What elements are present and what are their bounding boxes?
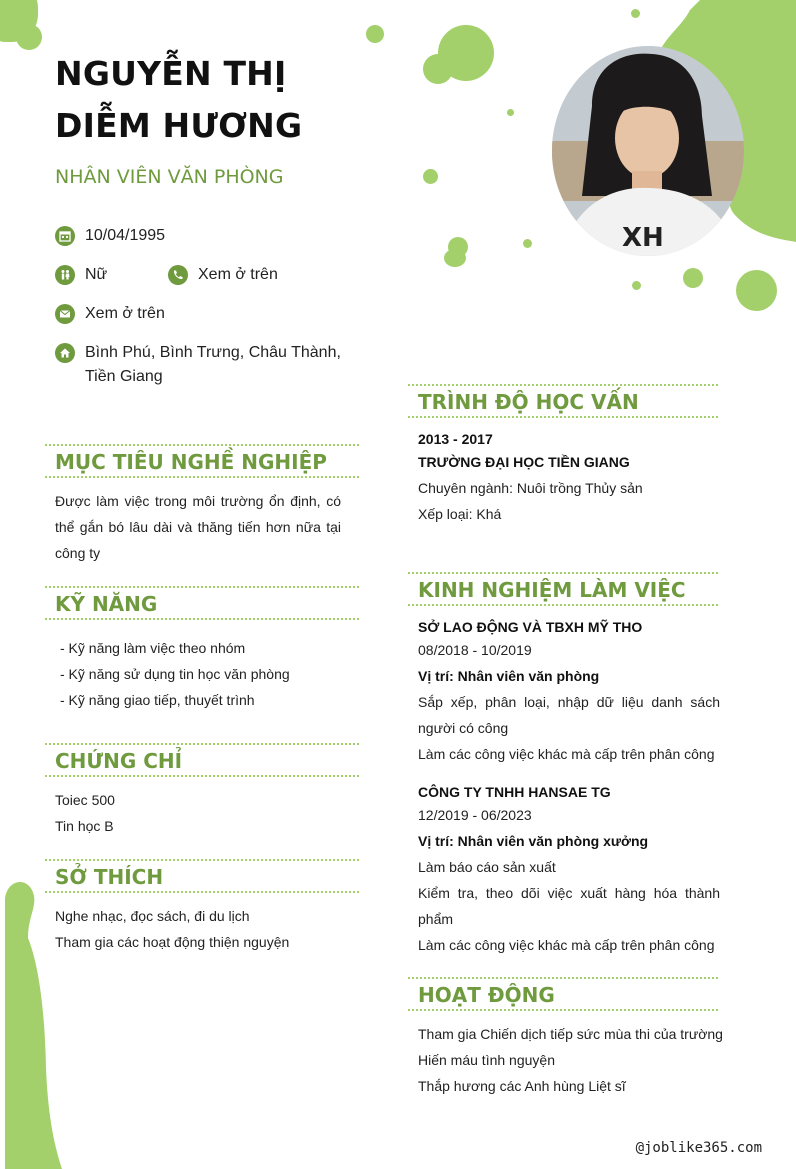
section-title: SỞ THÍCH — [55, 865, 164, 889]
phone-text: Xem ở trên — [198, 266, 278, 283]
decor-dot — [423, 169, 438, 184]
section-skills-header — [45, 586, 359, 620]
profile-photo — [552, 46, 744, 256]
watermark-text: @joblike365.com — [635, 1140, 762, 1156]
contact-phone — [168, 265, 278, 287]
decor-dot — [507, 109, 514, 116]
phone-icon — [168, 265, 188, 285]
hobbies-list — [55, 903, 355, 955]
contact-birthday — [55, 226, 165, 248]
education-major: Chuyên ngành: Nuôi trồng Thủy sản — [418, 480, 643, 496]
gender-text: Nữ — [85, 266, 108, 283]
section-activities-header — [408, 977, 718, 1011]
gender-icon — [55, 265, 75, 285]
list-item: Tin học B — [55, 818, 114, 834]
email-text: Xem ở trên — [85, 305, 165, 322]
experience-job-1 — [418, 614, 720, 767]
section-title: MỤC TIÊU NGHỀ NGHIỆP — [55, 450, 327, 474]
list-item: Thắp hương các Anh hùng Liệt sĩ — [418, 1078, 626, 1094]
activities-list — [418, 1021, 728, 1099]
section-title: TRÌNH ĐỘ HỌC VẤN — [418, 390, 639, 414]
job-position: Vị trí: Nhân viên văn phòng xưởng — [418, 833, 649, 849]
list-item: Nghe nhạc, đọc sách, đi du lịch — [55, 908, 250, 924]
job-duty: Kiểm tra, theo dõi việc xuất hàng hóa thành phẩm — [418, 885, 720, 927]
section-hobbies-header — [45, 859, 359, 893]
calendar-icon — [55, 226, 75, 246]
svg-text:XH: XH — [622, 223, 664, 253]
job-duty: Làm các công việc khác mà cấp trên phân công — [418, 937, 715, 953]
contact-gender — [55, 265, 107, 287]
job-period: 12/2019 - 06/2023 — [418, 807, 532, 823]
address-text: Bình Phú, Bình Trưng, Châu Thành, Tiền Giang — [85, 344, 341, 385]
job-period: 08/2018 - 10/2019 — [418, 642, 532, 658]
home-icon — [55, 343, 75, 363]
section-title: HOẠT ĐỘNG — [418, 983, 555, 1007]
decor-dot — [16, 24, 42, 50]
list-item: Tham gia các hoạt động thiện nguyện — [55, 934, 290, 950]
section-title: KỸ NĂNG — [55, 592, 158, 616]
decor-dot — [632, 281, 641, 290]
job-duty: Sắp xếp, phân loại, nhập dữ liệu danh sách người có công — [418, 694, 720, 736]
job-title: NHÂN VIÊN VĂN PHÒNG — [55, 166, 284, 188]
section-title: CHỨNG CHỈ — [55, 749, 183, 773]
list-item: - Kỹ năng làm việc theo nhóm — [60, 640, 246, 656]
job-duty: Làm các công việc khác mà cấp trên phân công — [418, 746, 715, 762]
list-item: Hiến máu tình nguyện — [418, 1052, 555, 1068]
skills-list — [60, 635, 350, 713]
mail-icon — [55, 304, 75, 324]
experience-job-2 — [418, 779, 720, 958]
candidate-name: NGUYỄN THỊ DIỄM HƯƠNG — [55, 54, 303, 145]
birthday-text: 10/04/1995 — [85, 227, 166, 244]
certificates-list — [55, 787, 345, 839]
list-item: - Kỹ năng giao tiếp, thuyết trình — [60, 692, 255, 708]
section-experience-header — [408, 572, 718, 606]
decor-dot — [423, 54, 453, 84]
education-grade: Xếp loại: Khá — [418, 506, 502, 522]
decor-dot — [444, 249, 466, 267]
section-education-header — [408, 384, 718, 418]
job-position: Vị trí: Nhân viên văn phòng — [418, 668, 600, 684]
education-school: TRƯỜNG ĐẠI HỌC TIỀN GIANG — [418, 454, 630, 470]
list-item: - Kỹ năng sử dụng tin học văn phòng — [60, 666, 290, 682]
objective-text: Được làm việc trong môi trường ổn định, có thể gắn bó lâu dài và thăng tiến hơn nữa tại công ty — [55, 493, 341, 561]
decor-dot — [366, 25, 384, 43]
education-period: 2013 - 2017 — [418, 431, 493, 447]
list-item: Toiec 500 — [55, 792, 115, 808]
job-company: CÔNG TY TNHH HANSAE TG — [418, 784, 611, 800]
section-objective-header — [45, 444, 359, 478]
job-duty: Làm báo cáo sản xuất — [418, 859, 556, 875]
decor-dot — [683, 268, 703, 288]
job-company: SỞ LAO ĐỘNG VÀ TBXH MỸ THO — [418, 619, 643, 635]
decor-dot — [523, 239, 532, 248]
contact-address — [55, 343, 355, 389]
decor-dot — [736, 270, 777, 311]
education-block — [418, 426, 720, 527]
contact-email — [55, 304, 165, 326]
section-title: KINH NGHIỆM LÀM VIỆC — [418, 578, 686, 602]
list-item: Tham gia Chiến dịch tiếp sức mùa thi của trường — [418, 1026, 723, 1042]
section-certificates-header — [45, 743, 359, 777]
